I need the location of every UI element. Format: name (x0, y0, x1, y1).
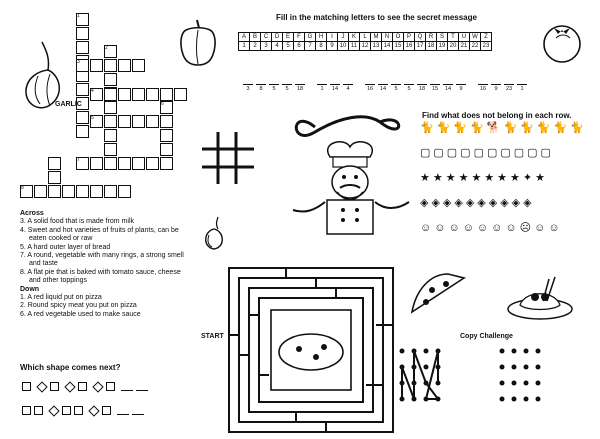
key-number: 19 (437, 42, 448, 51)
code-blank[interactable]: 15 (431, 86, 439, 92)
crossword-cell[interactable] (160, 115, 173, 128)
crossword-cell[interactable] (146, 115, 159, 128)
key-letter: K (349, 33, 360, 42)
odd-one-out-row: 🐈🐈🐈🐈🐕🐈🐈🐈🐈🐈 (420, 122, 587, 134)
code-blank[interactable]: 8 (256, 84, 266, 92)
code-blank[interactable]: 5 (269, 84, 279, 92)
key-letter: W (470, 33, 481, 42)
next-shape-row-2 (22, 402, 144, 420)
square-shape (106, 382, 115, 391)
crossword-cell[interactable] (76, 125, 89, 138)
key-letter: P (404, 33, 415, 42)
key-letter: A (239, 33, 250, 42)
clue-line: 8. A flat pie that is baked with tomato sauce, cheese (20, 268, 181, 276)
key-letter: E (283, 33, 294, 42)
code-blank[interactable]: 5 (391, 84, 401, 92)
crossword-cell[interactable] (34, 185, 47, 198)
diamond-shape (92, 381, 103, 392)
crossword-cell[interactable] (90, 59, 103, 72)
crossword-cell[interactable] (48, 171, 61, 184)
crossword-cell[interactable] (76, 27, 89, 40)
crossword-cell[interactable] (174, 88, 187, 101)
clue-line: 2. Round spicy meat you put on pizza (20, 302, 137, 310)
clue-line: 1. A red liquid put on pizza (20, 294, 102, 302)
key-number: 9 (327, 42, 338, 51)
garlic-label: GARLIC (55, 101, 82, 108)
key-letter: L (360, 33, 371, 42)
code-blank[interactable]: 5 (282, 84, 292, 92)
odd-one-out-row: ◈◈◈◈◈◈◈◈◈◈ (420, 197, 535, 209)
clue-line: 6. A red vegetable used to make sauce (20, 310, 141, 318)
crossword-number: 6 (161, 101, 164, 107)
maze-start-label: START (201, 333, 224, 340)
code-blank[interactable]: 14 (331, 86, 339, 92)
crossword-cell[interactable] (104, 157, 117, 170)
crossword-number: 2 (105, 45, 108, 51)
key-number: 23 (481, 42, 492, 51)
code-word (365, 77, 469, 95)
code-word (317, 77, 356, 95)
code-word (243, 77, 308, 95)
crossword-cell[interactable] (118, 88, 131, 101)
square-shape (78, 382, 87, 391)
key-number: 10 (338, 42, 349, 51)
code-blank[interactable]: 16 (479, 86, 487, 92)
clue-line: 5. A hard outer layer of bread (20, 243, 111, 251)
crossword-cell[interactable] (160, 157, 173, 170)
code-blank[interactable]: 18 (418, 86, 426, 92)
copy-challenge-title: Copy Challenge (460, 333, 513, 340)
key-number: 6 (294, 42, 305, 51)
crossword-cell[interactable] (146, 157, 159, 170)
odd-one-out-row: ☺☺☺☺☺☺☺☹☺☺ (420, 222, 563, 234)
clue-line: 3. A solid food that is made from milk (20, 218, 134, 226)
code-blank[interactable]: 9 (491, 84, 501, 92)
key-number: 20 (448, 42, 459, 51)
diamond-shape (48, 405, 59, 416)
odd-one-out-row: ▢▢▢▢▢▢▢▢▢▢ (420, 147, 554, 159)
pizza-slice-illustration (408, 272, 468, 318)
key-number: 17 (415, 42, 426, 51)
crossword-cell[interactable] (132, 157, 145, 170)
diamond-shape (36, 381, 47, 392)
key-number: 16 (404, 42, 415, 51)
key-number: 18 (426, 42, 437, 51)
key-letter: S (437, 33, 448, 42)
crossword-cell[interactable] (118, 59, 131, 72)
tomato-illustration (540, 20, 584, 64)
key-number: 12 (360, 42, 371, 51)
crossword-cell[interactable] (76, 185, 89, 198)
answer-blank[interactable] (117, 414, 129, 415)
key-number: 14 (382, 42, 393, 51)
crossword-cell[interactable] (160, 143, 173, 156)
crossword-cell[interactable] (104, 101, 117, 114)
key-letter: Q (415, 33, 426, 42)
key-number: 21 (459, 42, 470, 51)
key-letter: C (261, 33, 272, 42)
next-shape-row-1 (22, 378, 148, 396)
code-word (478, 77, 530, 95)
key-number: 13 (371, 42, 382, 51)
key-number: 22 (470, 42, 481, 51)
clue-line: 4. Sweet and hot varieties of fruits of plants, can be (20, 226, 179, 234)
odd-one-out-title: Find what does not belong in each row. (422, 111, 572, 120)
crossword-cell[interactable] (118, 115, 131, 128)
crossword-cell[interactable] (76, 41, 89, 54)
crossword-cell[interactable] (104, 59, 117, 72)
key-letter: F (294, 33, 305, 42)
crossword-cell[interactable] (132, 59, 145, 72)
crossword-cell[interactable] (104, 129, 117, 142)
square-shape (22, 382, 31, 391)
crossword-cell[interactable] (76, 83, 89, 96)
key-letter: B (250, 33, 261, 42)
crossword-cell[interactable] (104, 73, 117, 86)
key-number: 7 (305, 42, 316, 51)
code-blank[interactable]: 14 (444, 86, 452, 92)
crossword-cell[interactable] (104, 88, 117, 101)
crossword-cell[interactable] (160, 129, 173, 142)
key-letter: I (327, 33, 338, 42)
key-letter: H (316, 33, 327, 42)
letter-key-table (238, 32, 492, 51)
square-shape (22, 406, 31, 415)
crossword-number: 5 (91, 115, 94, 121)
crossword-cell[interactable] (118, 185, 131, 198)
crossword-cell[interactable] (104, 115, 117, 128)
square-shape (50, 382, 59, 391)
answer-blank[interactable] (121, 390, 133, 391)
crossword-number: 1 (77, 13, 80, 19)
secret-code-blanks (243, 77, 543, 95)
onion-illustration (200, 215, 228, 253)
maze (226, 265, 396, 435)
secret-message-title: Fill in the matching letters to see the secret message (276, 13, 477, 22)
garlic-illustration (20, 40, 70, 115)
spaghetti-plate-illustration (505, 275, 575, 323)
code-blank[interactable]: 1 (317, 84, 327, 92)
square-shape (34, 406, 43, 415)
key-number: 4 (272, 42, 283, 51)
clue-line: and taste (29, 260, 58, 268)
code-blank[interactable]: 23 (505, 86, 513, 92)
crossword-number: 3 (77, 59, 80, 65)
code-blank[interactable]: 18 (296, 86, 304, 92)
chef-illustration (285, 102, 415, 237)
key-number: 2 (250, 42, 261, 51)
down-heading: Down (20, 285, 40, 293)
square-shape (62, 406, 71, 415)
code-blank[interactable]: 16 (366, 86, 374, 92)
tic-tac-toe-grid (200, 130, 256, 186)
clue-line: 7. A round, vegetable with many rings, a strong smell (20, 252, 184, 260)
answer-blank[interactable] (136, 390, 148, 391)
crossword-clues (20, 210, 220, 319)
crossword-cell[interactable] (104, 143, 117, 156)
key-letter: J (338, 33, 349, 42)
diamond-shape (88, 405, 99, 416)
code-blank[interactable]: 3 (243, 84, 253, 92)
crossword-cell[interactable] (132, 115, 145, 128)
key-letter: Z (481, 33, 492, 42)
key-letter: D (272, 33, 283, 42)
code-blank[interactable]: 9 (456, 84, 466, 92)
clue-line: and other toppings (29, 277, 87, 285)
crossword-cell[interactable] (76, 111, 89, 124)
key-number: 11 (349, 42, 360, 51)
copy-challenge-pattern (396, 345, 450, 413)
crossword-number: 7 (77, 157, 80, 163)
next-shape-title: Which shape comes next? (20, 363, 121, 372)
key-letter: M (371, 33, 382, 42)
code-blank[interactable]: 14 (379, 86, 387, 92)
key-letter: O (393, 33, 404, 42)
code-blank[interactable]: 5 (404, 84, 414, 92)
crossword-cell[interactable] (48, 157, 61, 170)
key-number: 15 (393, 42, 404, 51)
odd-one-out-rows (420, 116, 587, 241)
bell-pepper-illustration (178, 18, 218, 66)
square-shape (74, 406, 83, 415)
key-number: 3 (261, 42, 272, 51)
key-number: 8 (316, 42, 327, 51)
answer-blank[interactable] (132, 414, 144, 415)
key-letter: N (382, 33, 393, 42)
crossword-cell[interactable] (146, 88, 159, 101)
crossword-cell[interactable] (48, 185, 61, 198)
crossword-cell[interactable] (104, 185, 117, 198)
diamond-shape (64, 381, 75, 392)
crossword-number: 8 (21, 185, 24, 191)
code-blank[interactable]: 4 (343, 84, 353, 92)
key-number: 1 (239, 42, 250, 51)
odd-one-out-row: ★★★★★★★★✦★ (420, 172, 548, 184)
key-letter: T (448, 33, 459, 42)
copy-challenge-dots (496, 345, 550, 413)
crossword-cell[interactable] (160, 88, 173, 101)
key-number: 5 (283, 42, 294, 51)
crossword-cell[interactable] (132, 88, 145, 101)
crossword-cell[interactable] (118, 157, 131, 170)
key-letter: G (305, 33, 316, 42)
crossword-cell[interactable] (90, 185, 103, 198)
crossword-cell[interactable] (90, 157, 103, 170)
code-blank[interactable]: 1 (517, 84, 527, 92)
crossword-cell[interactable] (62, 185, 75, 198)
key-letter: R (426, 33, 437, 42)
across-heading: Across (20, 210, 44, 217)
clue-line: eaten cooked or raw (29, 235, 93, 243)
key-letter: U (459, 33, 470, 42)
square-shape (102, 406, 111, 415)
crossword-number: 4 (91, 88, 94, 94)
